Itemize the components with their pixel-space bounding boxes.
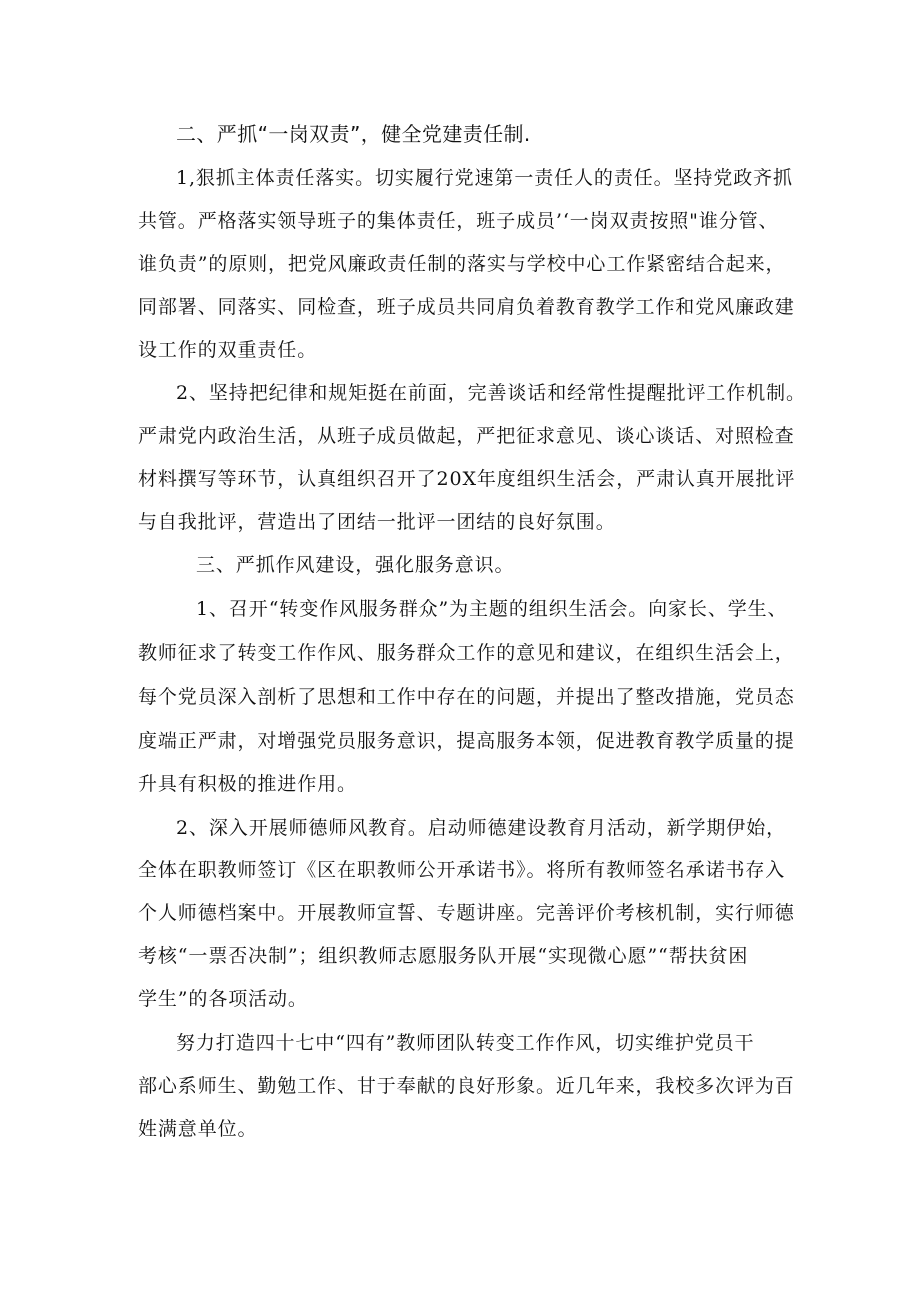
paragraph-line: 共管。严格落实领导班子的集体责任，班子成员’‘一岗双责按照"谁分管、 [138, 210, 779, 232]
paragraph-line: 1、召开“转变作风服务群众”为主题的组织生活会。向家长、学生、 [196, 598, 788, 620]
section-2-heading: 二、严抓“一岗双责”，健全党建责任制. [176, 122, 531, 146]
paragraph-line: 学生”的各项活动。 [138, 988, 308, 1010]
paragraph-line: 度端正严肃，对增强党员服务意识，提高服务本领，促进教育教学质量的提 [138, 730, 795, 752]
paragraph-line: 材料撰写等环节，认真组织召开了20X年度组织生活会，严肃认真开展批评 [138, 468, 796, 490]
paragraph-line: 严肃党内政治生活，从班子成员做起，严把征求意见、谈心谈话、对照检查 [138, 425, 795, 447]
paragraph-line: 部心系师生、勤勉工作、甘于奉献的良好形象。近几年来，我校多次评为百 [138, 1075, 795, 1097]
paragraph-line: 与自我批评，营造出了团结一批评一团结的良好氛围。 [138, 511, 616, 533]
paragraph-line: 升具有积极的推进作用。 [138, 773, 357, 795]
section-3-heading: 三、严抓作风建设，强化服务意识。 [196, 554, 515, 576]
paragraph-line: 教师征求了转变工作作风、服务群众工作的意见和建议，在组织生活会上， [138, 642, 795, 664]
paragraph-line: 每个党员深入剖析了思想和工作中存在的问题，并提出了整改措施，党员态 [138, 686, 795, 708]
paragraph-line: 谁负责”的原则，把党风廉政责任制的落实与学校中心工作紧密结合起来， [138, 253, 786, 275]
paragraph-line: 考核“一票否决制”；组织教师志愿服务队开展“实现微心愿”“帮扶贫困 [138, 945, 749, 967]
paragraph-line: 同部署、同落实、同检查，班子成员共同肩负着教育教学工作和党风廉政建 [138, 296, 795, 318]
paragraph-line: 全体在职教师签订《区在职教师公开承诺书》。将所有教师签名承诺书存入 [138, 859, 786, 881]
paragraph-line: 2、深入开展师德师风教育。启动师德建设教育月活动，新学期伊始， [176, 817, 786, 839]
paragraph-line: 姓满意单位。 [138, 1118, 258, 1140]
paragraph-line: 设工作的双重责任。 [138, 339, 318, 361]
paragraph-line: 1,狠抓主体责任落实。切实履行党速第一责任人的责任。坚持党政齐抓 [176, 167, 793, 189]
paragraph-line: 努力打造四十七中“四有”教师团队转变工作作风，切实维护党员干 [176, 1032, 755, 1054]
paragraph-line: 2、坚持把纪律和规矩挺在前面，完善谈话和经常性提醒批评工作机制。 [176, 382, 806, 404]
paragraph-line: 个人师德档案中。开展教师宣誓、专题讲座。完善评价考核机制，实行师德 [138, 902, 795, 924]
